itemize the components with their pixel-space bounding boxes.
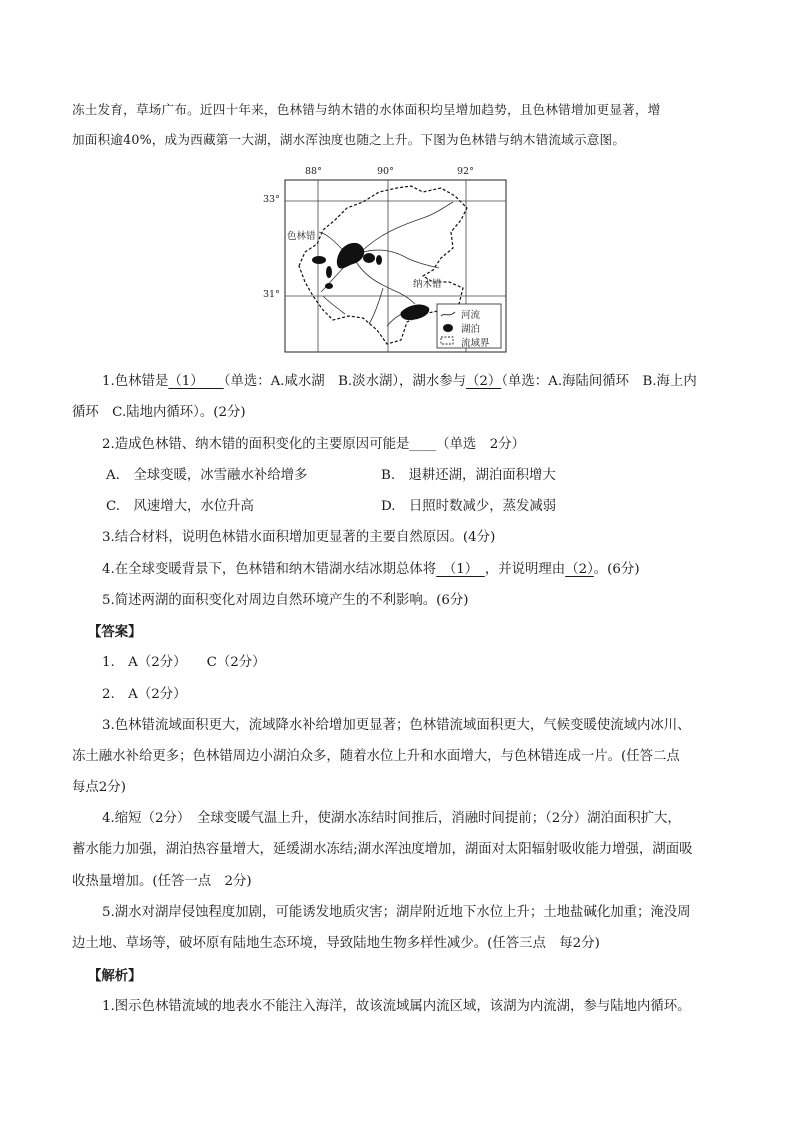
q4-text-b: ，并说明理由: [484, 562, 566, 577]
q4-blank-1: （1）: [436, 562, 485, 577]
answer-3-line-3: 每点2分): [72, 780, 126, 795]
q1-text-c: （单选：A.海陆间循环 B.海上内: [501, 374, 697, 389]
q4-text-a: 4.在全球变暖背景下，色林错和纳木错湖水结冰期总体将: [102, 562, 437, 577]
lon-label-92: 92°: [457, 166, 474, 177]
legend-boundary-label: 流域界: [461, 338, 490, 349]
answer-4-line-3: 收热量增加。(任答一点 2分): [72, 874, 252, 889]
q1-text-b: （单选：A.咸水湖 B.淡水湖），湖水参与: [223, 374, 466, 389]
answer-2: 2. A（2分）: [102, 687, 187, 702]
intro-line-2: 加面积逾40%，成为西藏第一大湖，湖水浑浊度也随之上升。下图为色林错与纳木错流域示意图。: [72, 132, 626, 147]
legend-lake-symbol: [443, 324, 453, 332]
legend-lake-label: 湖泊: [461, 324, 481, 335]
intro-line-1: 冻土发育，草场广布。近四十年来，色林错与纳木错的水体面积均呈增加趋势，且色林错增加更显著，增: [72, 102, 661, 117]
q1-blank-2: （2）: [466, 374, 502, 389]
lakes: [312, 243, 429, 320]
lake-selin-co: [337, 243, 364, 269]
answer-header: 【答案】: [88, 624, 142, 640]
question-1: [102, 372, 758, 392]
watershed-map: [263, 166, 508, 354]
question-3: 3.结合材料，说明色林错水面积增加更显著的主要自然原因。(4分): [102, 530, 496, 545]
lake-label-selin-co: 色林错: [287, 231, 316, 242]
lon-label-90: 90°: [377, 166, 394, 177]
answer-5-line-2: 边土地、草场等，破坏原有陆地生态环境，导致陆地生物多样性减少。(任答三点 每2分): [72, 936, 600, 951]
answer-3-line-2: 冻土融水补给更多；色林错周边小湖泊众多，随着水位上升和水面增大，与色林错连成一片。(任答二点: [72, 749, 680, 764]
lake-label-nam-co: 纳木错: [413, 279, 442, 290]
answer-4-line-1: 4.缩短（2分） 全球变暖气温上升，使湖水冻结时间推后，消融时间提前；（2分）湖泊面积扩大，: [102, 811, 681, 826]
question-4: [102, 560, 758, 580]
q4-text-c: 。(6分): [593, 562, 640, 577]
answer-1: 1. A（2分） C（2分）: [102, 655, 266, 670]
q2-option-b: B. 退耕还湖，湖泊面积增大: [381, 468, 556, 483]
question-1-line-2: 循环 C.陆地内循环）。(2分): [72, 405, 246, 420]
q1-text-a: 1.色林错是: [102, 374, 169, 389]
lon-label-88: 88°: [305, 166, 322, 177]
lake-nam-co: [400, 305, 429, 320]
q2-option-a: A. 全球变暖，冰雪融水补给增多: [106, 468, 308, 483]
answer-5-line-1: 5.湖水对湖岸侵蚀程度加剧，可能诱发地质灾害；湖岸附近地下水位上升；土地盐碱化加重；淹没周: [102, 905, 691, 920]
question-2: 2.造成色林错、纳木错的面积变化的主要原因可能是____（单选 2分）: [102, 437, 526, 452]
q2-option-d: D. 日照时数减少，蒸发减弱: [381, 499, 557, 514]
answer-4-line-2: 蓄水能力加强，湖泊热容量增大，延缓湖水冻结;湖水浑浊度增加，湖面对太阳辐射吸收能力增强，湖面吸: [72, 842, 693, 857]
q2-option-c: C. 风速增大，水位升高: [106, 499, 254, 514]
lat-label-33: 33°: [263, 194, 280, 205]
q4-blank-2: （2）: [565, 562, 594, 577]
analysis-line-1: 1.图示色林错流域的地表水不能注入海洋，故该流域属内流区域，该湖为内流湖，参与陆地内循环。: [102, 999, 691, 1014]
analysis-header: 【解析】: [88, 968, 142, 984]
answer-3-line-1: 3.色林错流域面积更大，流域降水补给增加更显著；色林错流域面积更大，气候变暖使流域内冰川、: [102, 718, 691, 733]
q1-blank-1: （1）: [168, 374, 197, 389]
question-5: 5.简述两湖的面积变化对周边自然环境产生的不利影响。(6分): [102, 593, 469, 608]
legend-river-label: 河流: [461, 310, 481, 321]
lat-label-31: 31°: [263, 289, 280, 300]
